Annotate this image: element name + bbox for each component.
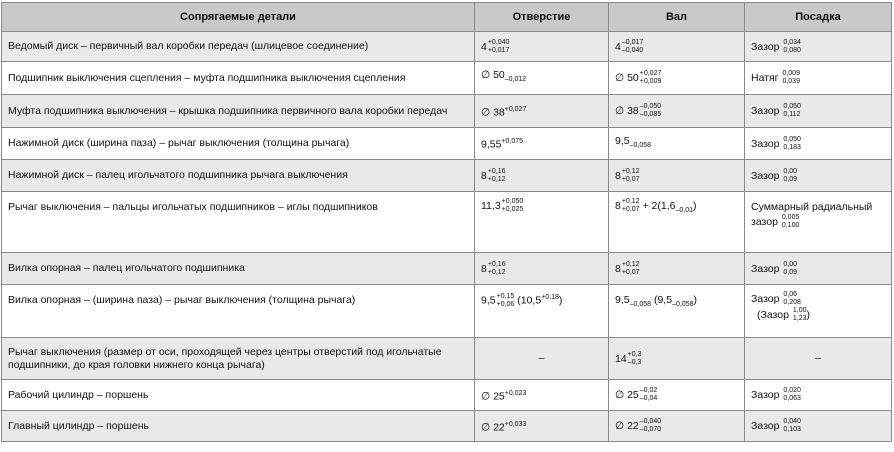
- parts-cell: Вилка опорная – (ширина паза) – рычаг выключения (толщина рычага): [2, 285, 475, 338]
- parts-cell: Рычаг выключения (размер от оси, проходящей через центры отверстий под игольчатые подшипники, до края головки нижнего конца рычага): [2, 338, 475, 380]
- fit-cell: Зазор 0,06 0,208 (Зазор 1,00 1,23 ): [745, 285, 892, 338]
- shaft-cell: ∅ 25 –0,02 –0,04: [609, 380, 745, 411]
- fits-table: [1, 2, 892, 442]
- table-row: [2, 253, 892, 285]
- hole-cell: ∅ $50_{-0,012}$: [475, 62, 609, 95]
- parts-cell: Нажимной диск (ширина паза) – рычаг выключения (толщина рычага): [2, 128, 475, 160]
- parts-cell: Муфта подшипника выключения – крышка подшипника первичного вала коробки передач: [2, 95, 475, 128]
- fit-cell: Суммарный радиальный зазор 0,005 0,100: [745, 192, 892, 253]
- hole-cell: 11,3 +0,050 +0,025: [475, 192, 609, 253]
- shaft-cell: 8 +0,12 +0,07: [609, 160, 745, 192]
- parts-cell: Нажимной диск – палец игольчатого подшипника рычага выключения: [2, 160, 475, 192]
- hole-cell: ∅ $22^{+0,033}$: [475, 411, 609, 442]
- shaft-cell: 8 +0,12 +0,07: [609, 253, 745, 285]
- table-row: [2, 411, 892, 442]
- fit-cell: Зазор 0,050 0,183: [745, 128, 892, 160]
- parts-cell: Подшипник выключения сцепления – муфта подшипника выключения сцепления: [2, 62, 475, 95]
- fit-cell: Натяг 0,009 0,039: [745, 62, 892, 95]
- shaft-cell: 14 +0,3 –0,3: [609, 338, 745, 380]
- header-fit: Посадка: [745, 3, 892, 32]
- hole-cell: ∅ $25^{+0,023}$: [475, 380, 609, 411]
- shaft-cell: ∅ 22 –0,040 –0,070: [609, 411, 745, 442]
- header-shaft: Вал: [609, 3, 745, 32]
- shaft-cell: ∅ 50 +0,027 +0,009: [609, 62, 745, 95]
- shaft-cell: $9,5_{-0,058}$: [609, 128, 745, 160]
- table-row: [2, 32, 892, 62]
- table-row: [2, 380, 892, 411]
- fit-cell: –: [745, 338, 892, 380]
- parts-cell: Главный цилиндр – поршень: [2, 411, 475, 442]
- table-row: [2, 192, 892, 253]
- fit-cell: Зазор 0,034 0,080: [745, 32, 892, 62]
- header-row: [2, 3, 892, 32]
- table-row: [2, 128, 892, 160]
- shaft-cell: 4 –0,017 –0,040: [609, 32, 745, 62]
- parts-cell: Рабочий цилиндр – поршень: [2, 380, 475, 411]
- fit-cell: Зазор 0,00 0,09: [745, 160, 892, 192]
- fit-cell: Зазор 0,00 0,09: [745, 253, 892, 285]
- table-row: [2, 62, 892, 95]
- parts-cell: Вилка опорная – палец игольчатого подшипника: [2, 253, 475, 285]
- hole-cell: –: [475, 338, 609, 380]
- table-row: [2, 95, 892, 128]
- header-hole: Отверстие: [475, 3, 609, 32]
- shaft-cell: $9,5_{-0,058}$ $(9,5_{-0,058})$: [609, 285, 745, 338]
- table-row: [2, 160, 892, 192]
- hole-cell: 8 +0,16 +0,12: [475, 253, 609, 285]
- hole-cell: $9,55^{+0,075}$: [475, 128, 609, 160]
- fit-cell: Зазор 0,050 0,112: [745, 95, 892, 128]
- table-row: [2, 285, 892, 338]
- shaft-cell: 8 +0,12 +0,07 + $2(1,6_{-0,01})$: [609, 192, 745, 253]
- shaft-cell: ∅ 38 –0,050 –0,085: [609, 95, 745, 128]
- fit-cell: Зазор 0,040 0,103: [745, 411, 892, 442]
- hole-cell: 4 +0,040 +0,017: [475, 32, 609, 62]
- hole-cell: 8 +0,16 +0,12: [475, 160, 609, 192]
- parts-cell: Ведомый диск – первичный вал коробки передач (шлицевое соединение): [2, 32, 475, 62]
- header-parts: Сопрягаемые детали: [2, 3, 475, 32]
- hole-cell: 9,5 +0,15 +0,06 $(10,5^{+0,18})$: [475, 285, 609, 338]
- hole-cell: ∅ $38^{+0,027}$: [475, 95, 609, 128]
- table-row: [2, 338, 892, 380]
- fit-cell: Зазор 0,020 0,063: [745, 380, 892, 411]
- parts-cell: Рычаг выключения – пальцы игольчатых подшипников – иглы подшипников: [2, 192, 475, 253]
